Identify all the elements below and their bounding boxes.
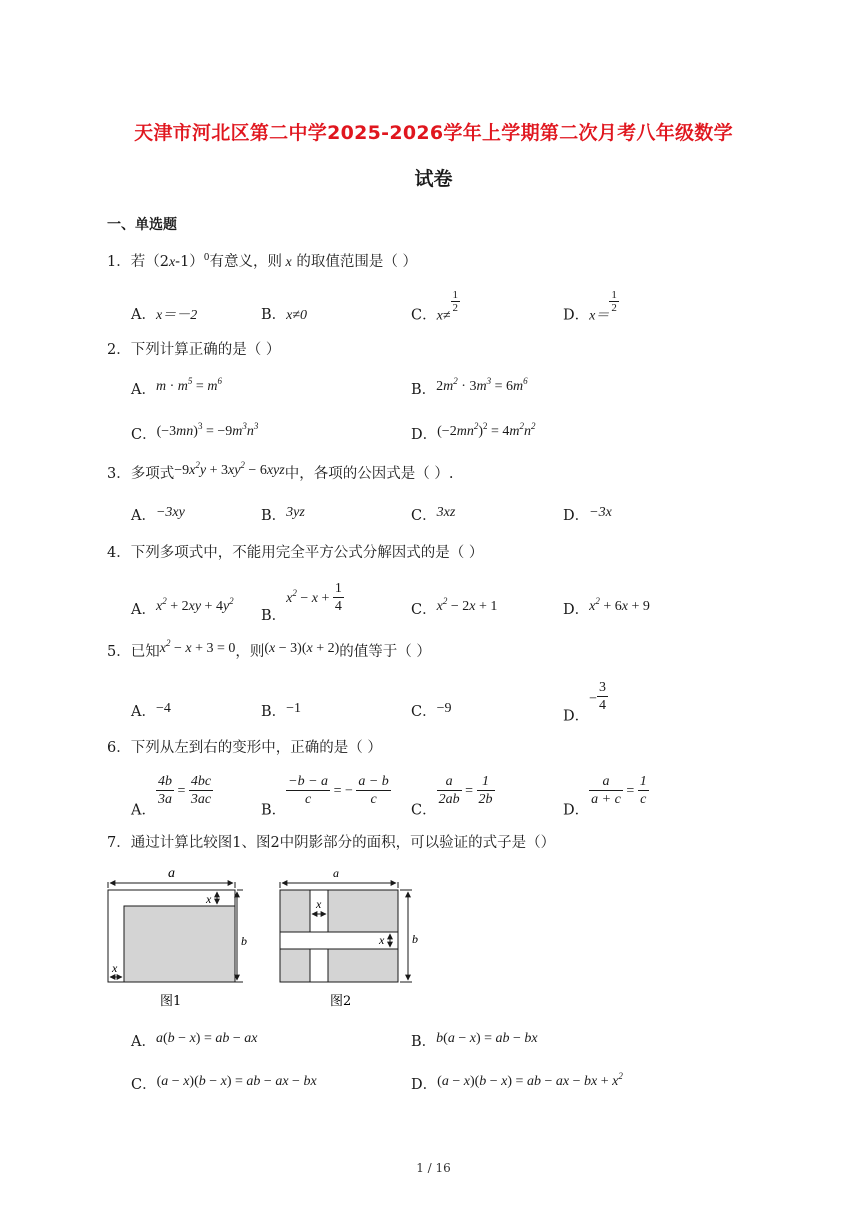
section-heading: 一、单选题 [107,217,177,233]
question-7-stem: 7．通过计算比较图1、图2中阴影部分的面积，可以验证的式子是（） [107,835,556,851]
q7-figures [100,862,430,1017]
exam-title: 天津市河北区第二中学2025-2026学年上学期第二次月考八年级数学 [134,122,733,144]
q6-option-c: C． $\frac{a}{2ab}$ = $\frac{1}{2b}$ [411,774,493,819]
fig2-caption: 图2 [330,994,352,1009]
question-1-stem: 1．若$(2x-1)^0$有意义，则 x 的取值范围是（ ） [107,253,417,270]
q3-option-c: C．3xz [411,505,456,524]
fig2-label-b: b [412,932,418,946]
q7-option-b: B．b(a − x) = ab − bx [411,1031,538,1050]
q5-option-a: A．−4 [131,701,171,720]
q7-option-c: C．(a − x)(b − x) = ab − ax − bx [131,1074,317,1093]
question-3-stem: 3．多项式$-9x^2y + 3xy^2 - 6xyz$中，各项的公因式是（ ）. [107,460,454,482]
fig2-label-x-vertical-strip: x [316,897,322,911]
q3-option-a: A．−3xy [131,505,185,524]
q4-option-d: D．$x^2 + 6x + 9$ [563,596,650,618]
q1-option-b: B．x≠0 [261,307,308,323]
q5-option-b: B．−1 [261,701,302,720]
q4-option-c: C．$x^2 - 2x + 1$ [411,596,498,618]
q1-option-c: C．x≠ $\frac{1}{2}$ [411,289,459,324]
q2-option-b: B．$2m^2 \cdot 3m^3 = 6m^6$ [411,376,528,398]
page-number: 1 / 16 [416,1161,451,1175]
fig2-label-a: a [333,866,339,880]
q5-option-d: D．− $\frac{3}{4}$ [563,680,607,725]
fig1-label-a: a [168,866,175,881]
q2-option-c: C．$(-3mn)^3 = -9m^3n^3$ [131,421,259,443]
question-6-stem: 6．下列从左到右的变形中，正确的是（ ） [107,740,382,756]
fig2-label-x-horizontal-strip: x [379,933,385,947]
q6-option-b: B． $\frac{-b - a}{c}$ = − $\frac{a - b}{c}$ [261,774,389,819]
q3-option-d: D．−3x [563,505,612,524]
q3-option-b: B．3yz [261,505,305,524]
figure-1 [108,866,247,1009]
q1-option-a: A．x＝－2 [131,307,198,323]
question-5-stem: 5．已知$x^2 - x + 3 = 0$，则(x − 3)(x + 2)的值等于（ ） [107,638,431,660]
figure-2 [280,866,418,1009]
q2-option-a: A．$m \cdot m^5 = m^6$ [131,376,222,398]
q6-option-d: D． $\frac{a}{a + c}$ = $\frac{1}{c}$ [563,774,647,819]
fig1-label-x-top: x [206,892,212,906]
q4-option-b: B．$x^2 - x$ + $\frac{1}{4}$ [261,581,342,624]
fig1-label-x-bottom: x [112,961,118,975]
fig1-label-b: b [241,934,247,948]
question-2-stem: 2．下列计算正确的是（ ） [107,342,281,358]
exam-title-line2: 试卷 [414,168,453,190]
q1-option-d: D．x＝ $\frac{1}{2}$ [563,289,617,324]
question-4-stem: 4．下列多项式中，不能用完全平方公式分解因式的是（ ） [107,545,484,561]
q7-option-a: A．a(b − x) = ab − ax [131,1031,258,1050]
q4-option-a: A．$x^2 + 2xy + 4y^2$ [131,596,234,618]
fig1-caption: 图1 [160,994,182,1009]
q2-option-d: D．$(-2mn^2)^2 = 4m^2n^2$ [411,421,536,443]
q7-option-d: D．(a − x)(b − x) = ab − ax − bx + $x^2$ [411,1071,623,1093]
q5-option-c: C．−9 [411,701,452,720]
q6-option-a: A． $\frac{4b}{3a}$ = $\frac{4bc}{3ac}$ [131,774,212,819]
